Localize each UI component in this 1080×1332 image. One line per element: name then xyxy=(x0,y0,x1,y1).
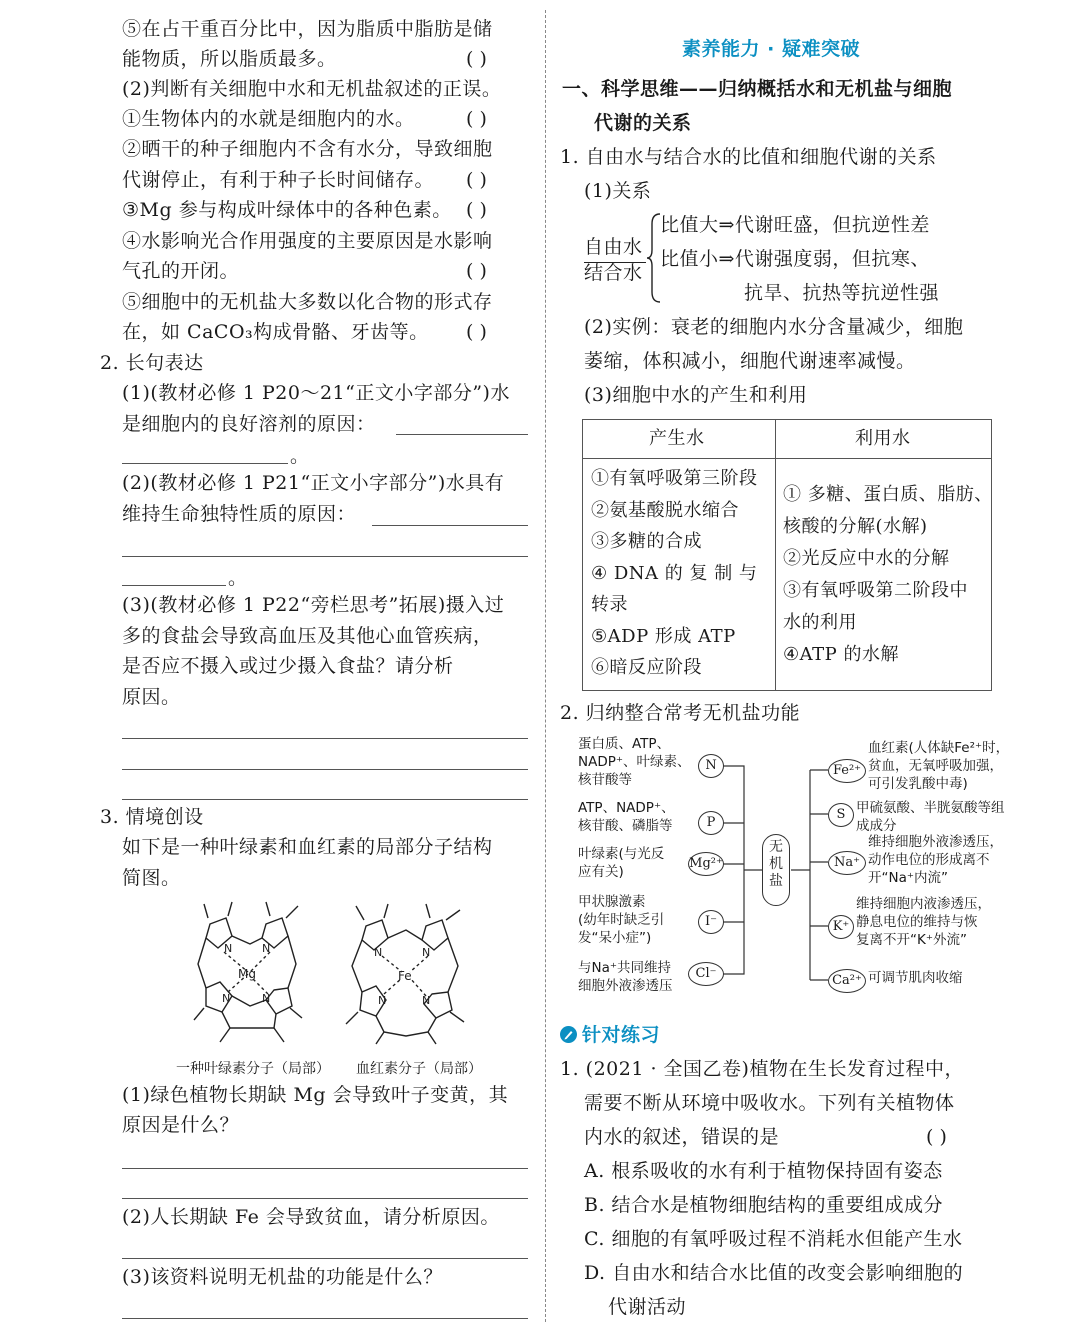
nitrogen-label: N xyxy=(422,946,431,959)
nitrogen-label: N xyxy=(374,946,383,959)
salt-function-right: 甲硫氨酸、半胱氨酸等组 xyxy=(856,800,1005,816)
s2-1-line2: 是细胞内的良好溶剂的原因： xyxy=(122,413,376,435)
salt-function-right: 复离不开“K⁺外流” xyxy=(856,932,967,948)
answer-blank[interactable] xyxy=(122,585,226,586)
center-char: 盐 xyxy=(769,873,783,889)
produce-item: ⑤ADP 形成 ATP xyxy=(591,625,736,647)
salt-function-left: 发“呆小症”) xyxy=(578,930,652,946)
s2-3-line1: (3)(教材必修 1 P22“旁栏思考”拓展)摄入过 xyxy=(122,594,505,616)
nitrogen-label: N xyxy=(422,994,431,1007)
point2-title: 2. 归纳整合常考无机盐功能 xyxy=(560,702,801,724)
column-divider xyxy=(545,10,546,1322)
salt-function-left: 细胞外液渗透压 xyxy=(578,978,673,994)
point1-sub1: (1)关系 xyxy=(584,180,652,202)
judge-3: ③Mg 参与构成叶绿体中的各种色素。 xyxy=(122,199,452,221)
judge-2-line2: 代谢停止，有利于种子长时间储存。 xyxy=(122,169,435,191)
nitrogen-label: N xyxy=(262,992,271,1005)
salt-function-left: 核苷酸等 xyxy=(578,772,632,788)
relation-large: 比值大⇒代谢旺盛，但抗逆性差 xyxy=(660,214,930,236)
use-item: ③有氧呼吸第二阶段中 xyxy=(783,580,968,601)
salt-function-right: 维持细胞外液渗透压， xyxy=(868,834,1003,850)
pencil-icon xyxy=(560,1026,577,1043)
salt-function-right: 贫血，无氧呼吸加强， xyxy=(868,758,1003,774)
answer-blank[interactable] xyxy=(122,738,528,739)
nitrogen-label: N xyxy=(262,942,271,955)
s3-q2: (2)人长期缺 Fe 会导致贫血，请分析原因。 xyxy=(122,1206,500,1228)
judge-2-line1: ②晒干的种子细胞内不含有水分，导致细胞 xyxy=(122,138,493,160)
judge-1: ①生物体内的水就是细胞内的水。 xyxy=(122,108,415,130)
s3-q1-line2: 原因是什么？ xyxy=(122,1114,240,1136)
salt-function-right: 维持细胞内液渗透压， xyxy=(856,896,991,912)
point1-title: 1. 自由水与结合水的比值和细胞代谢的关系 xyxy=(560,146,937,168)
produce-item: ①有氧呼吸第三阶段 xyxy=(591,468,758,489)
caption-chlorophyll: 一种叶绿素分子（局部） xyxy=(176,1061,330,1077)
water-table xyxy=(582,419,992,691)
salt-function-right: 可引发乳酸中毒) xyxy=(868,776,968,792)
answer-blank[interactable] xyxy=(122,799,528,800)
option-a[interactable]: A. 根系吸收的水有利于植物保持固有姿态 xyxy=(584,1160,943,1182)
mg-label: Mg xyxy=(238,967,256,981)
salt-node-right: S xyxy=(828,803,854,827)
salt-function-left: 与Na⁺共同维持 xyxy=(578,960,671,976)
example-line1: (2)实例：衰老的细胞内水分含量减少，细胞 xyxy=(584,316,964,338)
point1-sub3: (3)细胞中水的产生和利用 xyxy=(584,384,808,406)
s2-3-line2: 多的食盐会导致高血压及其他心血管疾病， xyxy=(122,625,493,647)
salt-node-left: I⁻ xyxy=(698,910,724,934)
salt-function-left: 应有关) xyxy=(578,864,624,880)
s2-3-line4: 原因。 xyxy=(122,686,181,708)
produce-item: ⑥暗反应阶段 xyxy=(591,657,702,678)
example-line2: 萎缩，体积减小，细胞代谢速率减慢。 xyxy=(584,350,916,372)
answer-blank[interactable] xyxy=(122,1258,528,1259)
period: 。 xyxy=(290,445,310,467)
q1-line2: 需要不断从环境中吸收水。下列有关植物体 xyxy=(584,1092,955,1114)
relation-small-cont: 抗旱、抗热等抗逆性强 xyxy=(744,282,940,304)
salt-node-right: Na⁺ xyxy=(828,851,866,875)
produce-item: 转录 xyxy=(591,594,628,615)
q5-line1: ⑤在占干重百分比中，因为脂质中脂肪是储 xyxy=(122,18,493,40)
table-header-produce: 产生水 xyxy=(649,428,705,449)
produce-item: ③多糖的合成 xyxy=(591,531,702,552)
salt-function-left: (幼年时缺乏引 xyxy=(578,912,665,928)
s2-2-line2: 维持生命独特性质的原因： xyxy=(122,503,357,525)
center-inorganic-salt xyxy=(762,834,790,906)
s3-q3: (3)该资料说明无机盐的功能是什么？ xyxy=(122,1266,443,1288)
salt-node-left: P xyxy=(698,811,724,835)
use-item: ① 多糖、蛋白质、脂肪、 xyxy=(783,484,993,505)
produce-item: ④ DNA 的 复 制 与 xyxy=(591,562,758,584)
answer-blank[interactable] xyxy=(122,769,528,770)
produce-item: ②氨基酸脱水缩合 xyxy=(591,499,739,521)
center-char: 机 xyxy=(769,856,783,872)
table-header-use: 利用水 xyxy=(855,428,911,449)
s3-line1: 如下是一种叶绿素和血红素的局部分子结构 xyxy=(122,836,493,858)
use-item: 核酸的分解(水解) xyxy=(783,516,928,537)
judge-5-line1: ⑤细胞中的无机盐大多数以化合物的形式存 xyxy=(122,291,493,313)
option-d-line1[interactable]: D. 自由水和结合水比值的改变会影响细胞的 xyxy=(584,1262,964,1284)
option-b[interactable]: B. 结合水是植物细胞结构的重要组成成分 xyxy=(584,1194,944,1216)
caption-heme: 血红素分子（局部） xyxy=(356,1061,482,1077)
nitrogen-label: N xyxy=(224,942,233,955)
answer-paren[interactable]: ( ) xyxy=(466,169,487,191)
relation-small: 比值小⇒代谢强度弱，但抗寒、 xyxy=(660,248,930,270)
answer-blank[interactable] xyxy=(122,1168,528,1169)
salt-function-right: 静息电位的维持与恢 xyxy=(856,914,978,930)
center-char: 无 xyxy=(769,839,783,855)
answer-blank[interactable] xyxy=(122,1318,528,1319)
fraction-denominator: 结合水 xyxy=(584,262,643,284)
answer-blank[interactable] xyxy=(372,525,528,526)
q1-line3: 内水的叙述，错误的是 xyxy=(584,1126,780,1148)
salt-node-left: Mg²⁺ xyxy=(688,852,724,876)
answer-blank[interactable] xyxy=(122,1198,528,1199)
period: 。 xyxy=(228,567,248,589)
salt-node-right: Ca²⁺ xyxy=(828,969,866,993)
section3-title: 3. 情境创设 xyxy=(100,806,204,828)
answer-paren[interactable]: ( ) xyxy=(466,199,487,221)
salt-function-left: 甲状腺激素 xyxy=(578,894,646,910)
option-c[interactable]: C. 细胞的有氧呼吸过程不消耗水但能产生水 xyxy=(584,1228,963,1250)
molecule-figure xyxy=(170,896,500,1046)
heading-1-line1: 一、科学思维——归纳概括水和无机盐与细胞 xyxy=(562,78,953,100)
use-item: 水的利用 xyxy=(783,612,857,633)
answer-paren[interactable]: ( ) xyxy=(466,48,487,70)
fe-label: Fe xyxy=(398,969,412,983)
s3-q1-line1: (1)绿色植物长期缺 Mg 会导致叶子变黄，其 xyxy=(122,1084,509,1106)
salt-diagram xyxy=(578,734,1010,1000)
heading-1-line2: 代谢的关系 xyxy=(594,112,692,134)
salt-function-left: NADP⁺、叶绿素、 xyxy=(578,754,691,770)
use-item: ②光反应中水的分解 xyxy=(783,548,950,569)
salt-function-left: 叶绿素(与光反 xyxy=(578,846,665,862)
judge-5-line2: 在，如 CaCO₃构成骨骼、牙齿等。 xyxy=(122,321,429,343)
option-d-line2[interactable]: 代谢活动 xyxy=(608,1296,687,1318)
salt-node-left: N xyxy=(698,754,724,778)
section-banner: 素养能力 · 疑难突破 xyxy=(682,38,860,60)
salt-function-left: ATP、NADP⁺、 xyxy=(578,800,675,816)
use-item: ④ATP 的水解 xyxy=(783,644,899,665)
answer-paren[interactable]: ( ) xyxy=(466,321,487,343)
s2-1-line1: (1)(教材必修 1 P20～21“正文小字部分”)水 xyxy=(122,382,510,404)
fraction-numerator: 自由水 xyxy=(584,236,643,258)
judge-title: (2)判断有关细胞中水和无机盐叙述的正误。 xyxy=(122,78,502,100)
salt-function-left: 核苷酸、磷脂等 xyxy=(578,818,673,834)
answer-paren[interactable]: ( ) xyxy=(466,108,487,130)
s2-3-line3: 是否应不摄入或过少摄入食盐？请分析 xyxy=(122,655,454,677)
salt-node-right: K⁺ xyxy=(828,915,854,939)
s2-2-line1: (2)(教材必修 1 P21“正文小字部分”)水具有 xyxy=(122,472,505,494)
q1-line1: 1. (2021 · 全国乙卷)植物在生长发育过程中， xyxy=(560,1058,964,1080)
salt-function-right: 成成分 xyxy=(856,818,897,834)
salt-function-left: 蛋白质、ATP、 xyxy=(578,736,671,752)
practice-title: 针对练习 xyxy=(582,1024,661,1046)
q5-line2: 能物质，所以脂质最多。 xyxy=(122,48,337,70)
section2-title: 2. 长句表达 xyxy=(100,352,204,374)
answer-blank[interactable] xyxy=(122,556,528,557)
judge-4-line2: 气孔的开闭。 xyxy=(122,260,240,282)
answer-paren[interactable]: ( ) xyxy=(926,1126,947,1148)
judge-4-line1: ④水影响光合作用强度的主要原因是水影响 xyxy=(122,230,493,252)
salt-function-right: 动作电位的形成离不 xyxy=(868,852,990,868)
answer-blank[interactable] xyxy=(122,463,288,464)
nitrogen-label: N xyxy=(222,992,231,1005)
answer-blank[interactable] xyxy=(396,434,528,435)
nitrogen-label: N xyxy=(378,994,387,1007)
salt-function-right: 血红素(人体缺Fe²⁺时， xyxy=(868,740,1010,756)
salt-node-right: Fe²⁺ xyxy=(828,759,866,783)
answer-paren[interactable]: ( ) xyxy=(466,260,487,282)
salt-function-right: 可调节肌肉收缩 xyxy=(868,970,963,986)
s3-line2: 简图。 xyxy=(122,867,181,889)
salt-function-right: 开“Na⁺内流” xyxy=(868,870,948,886)
salt-node-left: Cl⁻ xyxy=(688,962,724,986)
